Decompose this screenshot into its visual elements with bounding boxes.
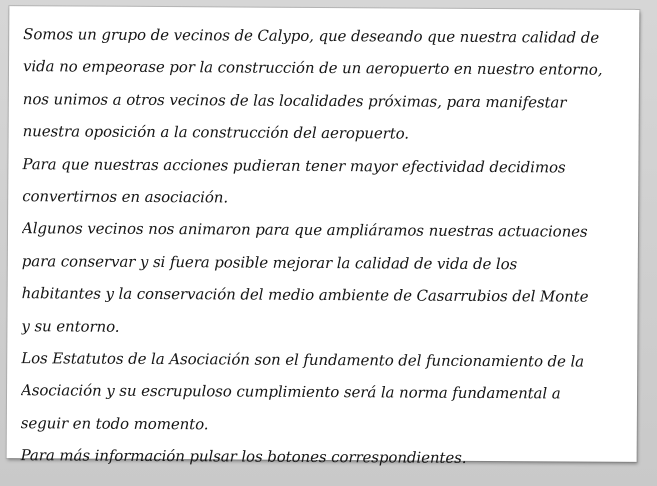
text-line: habitantes y la conservación del medio ambiente de Casarrubios del Monte (21, 284, 589, 306)
text-line: Somos un grupo de vecinos de Calypo, que deseando que nuestra calidad de (23, 25, 600, 47)
handwritten-text-block (20, 18, 632, 467)
text-line: Algunos vecinos nos animaron para que ampliáramos nuestras actuaciones (21, 219, 588, 241)
text-line: vida no empeorase por la construcción de un aeropuerto en nuestro entorno, (22, 57, 603, 80)
paper-card (7, 6, 640, 467)
text-line: Los Estatutos de la Asociación son el fundamento del funcionamiento de la (21, 349, 585, 371)
text-line: nuestra oposición a la construcción del aeropuerto. (22, 122, 410, 143)
text-line: Para más información pulsar los botones correspondientes. (20, 446, 467, 467)
text-line: para conservar y si fuera posible mejorar la calidad de vida de los (21, 251, 518, 273)
text-line: nos unimos a otros vecinos de las localidades próximas, para manifestar (22, 89, 567, 112)
text-line: y su entorno. (21, 316, 120, 336)
text-line: Para que nuestras acciones pudieran tener mayor efectividad decidimos (22, 154, 566, 177)
text-line: Asociación y su escrupuloso cumplimiento será la norma fundamental a (20, 381, 561, 403)
text-line: convertirnos en asociación. (22, 187, 229, 207)
text-line: seguir en todo momento. (20, 413, 209, 433)
